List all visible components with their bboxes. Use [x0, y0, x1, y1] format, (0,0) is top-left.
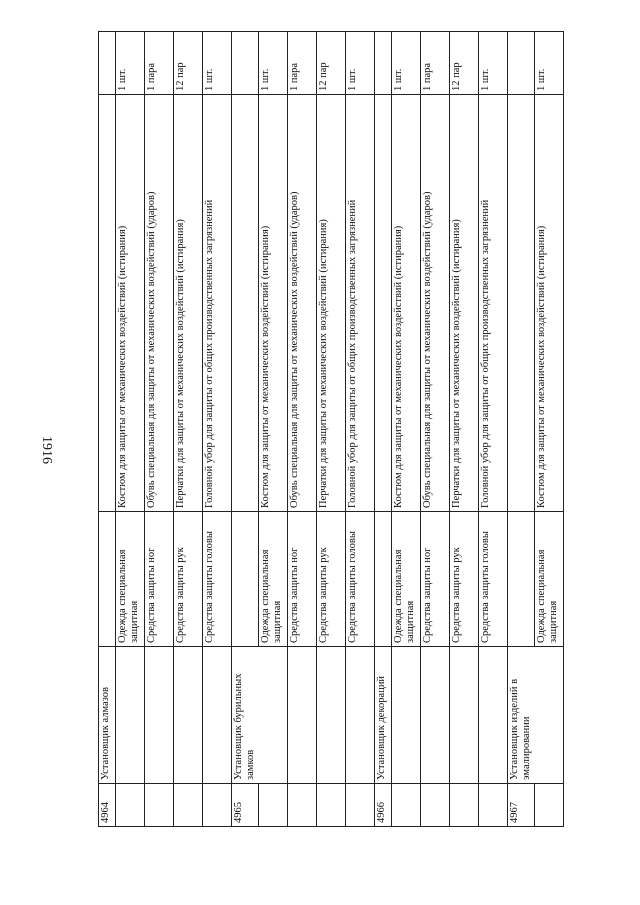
table-cell: [479, 647, 508, 784]
ppe-quantity: 1 шт.: [203, 32, 232, 95]
ppe-category: Средства защиты головы: [203, 512, 232, 647]
table-cell: [99, 95, 116, 512]
profession-name: Установщик алмазов: [99, 647, 116, 784]
group-header-row: [508, 32, 535, 827]
table-cell: [421, 647, 450, 784]
profession-name: Установщик декораций: [375, 647, 392, 784]
table-cell: [421, 784, 450, 827]
profession-code: 4967: [508, 784, 535, 827]
ppe-item: Обувь специальная для защиты от механических воздействий (ударов): [145, 95, 174, 512]
table-cell: [99, 32, 116, 95]
table-cell: [288, 647, 317, 784]
ppe-item: Перчатки для защиты от механических воздействий (истирания): [450, 95, 479, 512]
ppe-item: Костюм для защиты от механических воздействий (истирания): [392, 95, 421, 512]
table-row: [421, 32, 450, 827]
table-row: [116, 32, 145, 827]
table-cell: [232, 512, 259, 647]
table-row: [392, 32, 421, 827]
table-cell: [203, 784, 232, 827]
page-number: 1916: [39, 436, 54, 464]
ppe-category: Средства защиты ног: [421, 512, 450, 647]
table-cell: [116, 647, 145, 784]
table-cell: [508, 512, 535, 647]
table-cell: [116, 784, 145, 827]
table-cell: [288, 784, 317, 827]
table-cell: [508, 95, 535, 512]
ppe-category: Средства защиты рук: [174, 512, 203, 647]
table-cell: [317, 784, 346, 827]
ppe-item: Головной убор для защиты от общих производственных загрязнений: [479, 95, 508, 512]
table-row: [174, 32, 203, 827]
table-cell: [450, 647, 479, 784]
table-cell: [232, 32, 259, 95]
ppe-quantity: 1 шт.: [259, 32, 288, 95]
ppe-category: Средства защиты ног: [288, 512, 317, 647]
ppe-category: Средства защиты головы: [479, 512, 508, 647]
table-cell: [145, 784, 174, 827]
table-row: [346, 32, 375, 827]
ppe-quantity: 1 шт.: [535, 32, 564, 95]
table-cell: [479, 784, 508, 827]
table-row: [145, 32, 174, 827]
table-row: [317, 32, 346, 827]
profession-code: 4964: [99, 784, 116, 827]
table-cell: [392, 784, 421, 827]
ppe-item: Костюм для защиты от механических воздействий (истирания): [535, 95, 564, 512]
profession-name: Установщик изделий в эмалировании: [508, 647, 564, 784]
table-cell: [145, 647, 174, 784]
table-row: [203, 32, 232, 827]
table-cell: [375, 512, 392, 647]
ppe-category: Средства защиты ног: [145, 512, 174, 647]
ppe-quantity: 1 шт.: [479, 32, 508, 95]
table-row: [479, 32, 508, 827]
group-header-row: [99, 32, 116, 827]
table-cell: [174, 647, 203, 784]
ppe-category: Средства защиты рук: [317, 512, 346, 647]
table-cell: [450, 784, 479, 827]
table-row: [450, 32, 479, 827]
profession-code: 4966: [375, 784, 392, 827]
ppe-item: Головной убор для защиты от общих производственных загрязнений: [203, 95, 232, 512]
group-header-row: [232, 32, 259, 827]
table-cell: [232, 95, 259, 512]
table-cell: [99, 512, 116, 647]
profession-name: Установщик бурильных замков: [232, 647, 288, 784]
ppe-item: Перчатки для защиты от механических воздействий (истирания): [174, 95, 203, 512]
norms-table-frame: [98, 62, 560, 827]
table-cell: [392, 647, 421, 784]
ppe-quantity: 1 пара: [421, 32, 450, 95]
profession-code: 4965: [232, 784, 259, 827]
table-cell: [259, 784, 288, 827]
ppe-category: Средства защиты головы: [346, 512, 375, 647]
ppe-quantity: 1 пара: [145, 32, 174, 95]
ppe-item: Костюм для защиты от механических воздействий (истирания): [259, 95, 288, 512]
ppe-quantity: 1 шт.: [392, 32, 421, 95]
ppe-item: Обувь специальная для защиты от механических воздействий (ударов): [421, 95, 450, 512]
ppe-quantity: 1 шт.: [116, 32, 145, 95]
table-cell: [375, 95, 392, 512]
ppe-quantity: 12 пар: [174, 32, 203, 95]
ppe-item: Костюм для защиты от механических воздействий (истирания): [116, 95, 145, 512]
norms-table: [98, 31, 564, 827]
ppe-quantity: 1 шт.: [346, 32, 375, 95]
table-cell: [346, 647, 375, 784]
table-cell: [174, 784, 203, 827]
ppe-quantity: 12 пар: [317, 32, 346, 95]
table-cell: [203, 647, 232, 784]
table-cell: [508, 32, 535, 95]
norms-table-rotated: [98, 62, 560, 827]
ppe-quantity: 1 пара: [288, 32, 317, 95]
table-cell: [375, 32, 392, 95]
ppe-item: Перчатки для защиты от механических воздействий (истирания): [317, 95, 346, 512]
ppe-item: Головной убор для защиты от общих производственных загрязнений: [346, 95, 375, 512]
table-cell: [346, 784, 375, 827]
ppe-item: Обувь специальная для защиты от механических воздействий (ударов): [288, 95, 317, 512]
ppe-quantity: 12 пар: [450, 32, 479, 95]
ppe-category: Одежда специальная защитная: [535, 512, 564, 647]
group-header-row: [375, 32, 392, 827]
table-cell: [317, 647, 346, 784]
table-cell: [535, 784, 564, 827]
ppe-category: Одежда специальная защитная: [116, 512, 145, 647]
ppe-category: Одежда специальная защитная: [392, 512, 421, 647]
table-row: [288, 32, 317, 827]
ppe-category: Средства защиты рук: [450, 512, 479, 647]
ppe-category: Одежда специальная защитная: [259, 512, 288, 647]
